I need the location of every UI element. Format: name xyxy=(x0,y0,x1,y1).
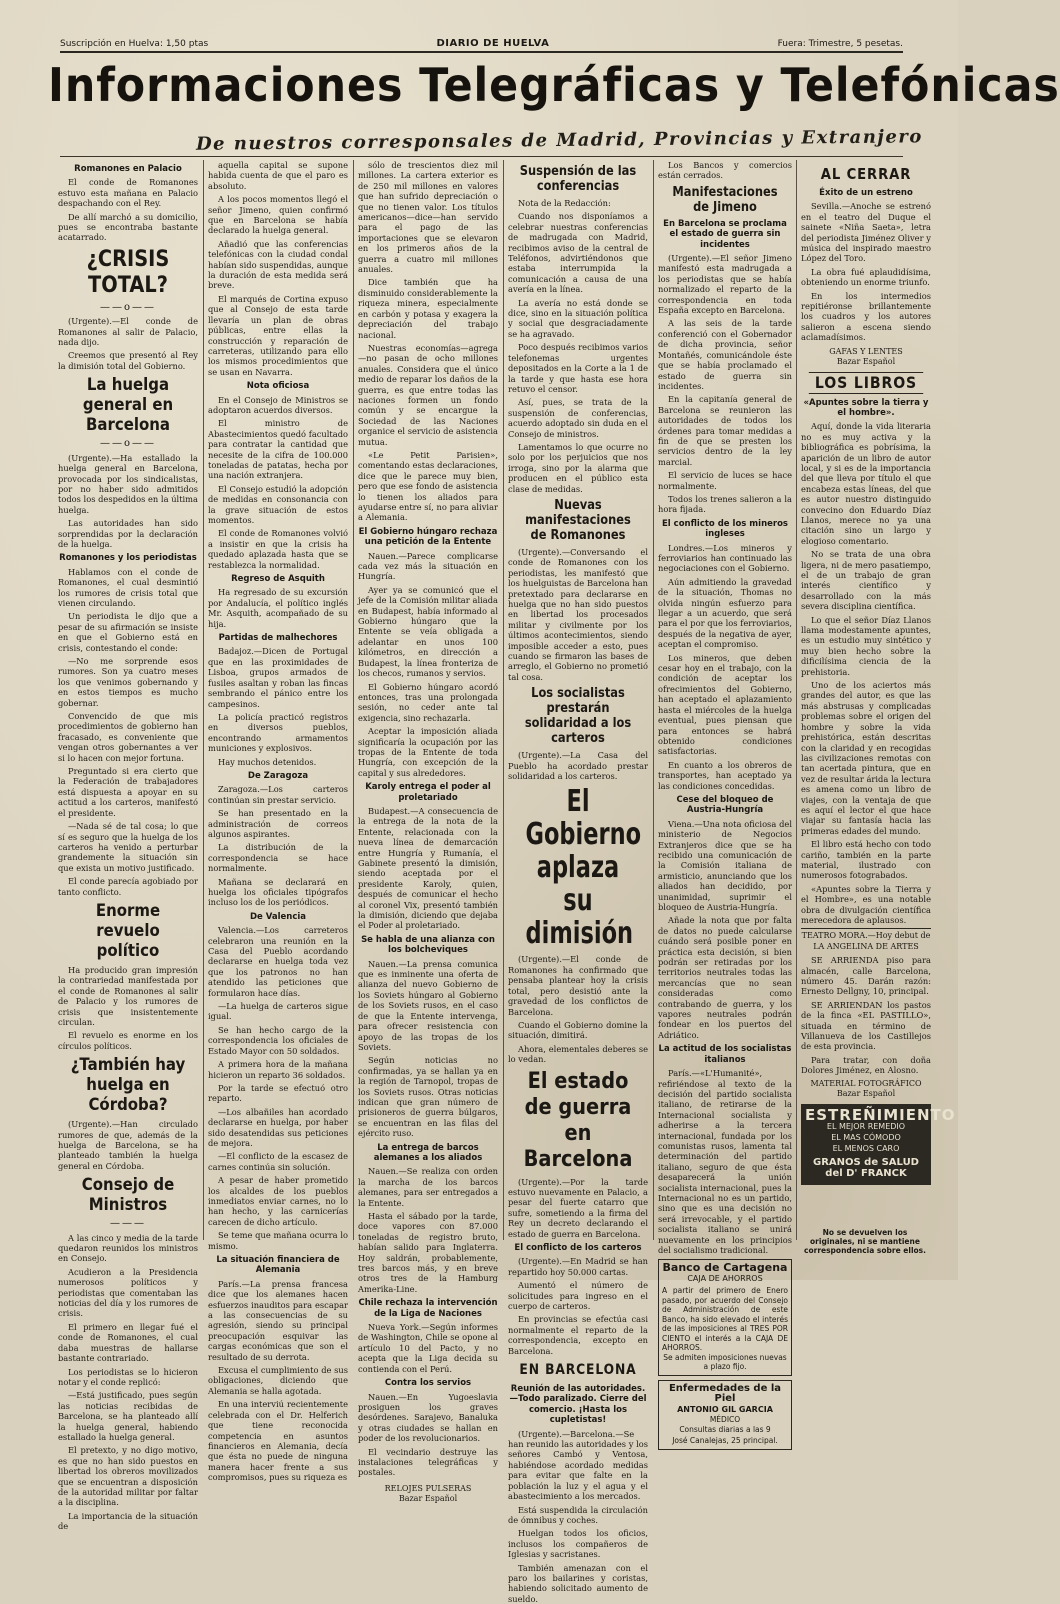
heading: Romanones en Palacio xyxy=(74,164,182,174)
paragraph: Nueva York.—Según informes de Washington, Chile se opone al artículo 10 del Pacto, y no acepta que la Liga decida su contienda con el Perú. xyxy=(358,1322,498,1374)
ad-title: RELOJES PULSERAS xyxy=(384,1483,472,1493)
paragraph: (Urgente).—Barcelona.—Se han reunido las autoridades y los señores Cambó y Ventosa, habiéndose acordado medidas para evitar que falte en la población la luz y el agua y el abastecimiento a los mercados. xyxy=(508,1428,648,1502)
paragraph: (Urgente).—En Madrid se han repartido hoy 50.000 cartas. xyxy=(508,1256,648,1277)
column-4 xyxy=(508,160,648,1604)
paragraph: Cuando nos disponíamos a celebrar nuestras conferencias de madrugada con Madrid, recibimos aviso de la central de Teléfonos, advirtiéndonos que estaba interrumpida la comunicación a causa de una avería en la línea. xyxy=(508,211,648,295)
paragraph: Ahora, elementales deberes se lo vedan. xyxy=(508,1043,648,1065)
heading: De Zaragoza xyxy=(247,770,309,781)
heading: La situación financiera de Alemania xyxy=(216,1255,340,1276)
paragraph: Poco después recibimos varios telefonemas urgentes depositados en la Corte a la 1 de la tarde y que hasta ese hora retuvo el censor. xyxy=(508,342,648,394)
paragraph: Cuando el Gobierno domine la situación, dimitirá. xyxy=(508,1019,648,1041)
headline-libros: LOS LIBROS xyxy=(809,372,923,394)
heading: En Barcelona se proclama el estado de guerra sin incidentes xyxy=(663,218,787,250)
paragraph: París.—La prensa francesa dice que los alemanes hacen esfuerzos inauditos para escapar a las consecuencias de su agresión, siendo su principal preocupación esquivar las cargas económicas que son el resultado de su derrota. xyxy=(208,1278,348,1362)
masthead-line xyxy=(60,38,903,53)
ad-foto xyxy=(801,1079,931,1100)
footer-note: No se devuelven los originales, ni se mantiene correspondencia sobre ellos. xyxy=(804,1228,926,1255)
paragraph: (Urgente).—Han circulado rumores de que, además de la huelga de Barcelona, se ha planteado también la huelga general en Córdoba. xyxy=(58,1119,198,1171)
paragraph: (Urgente).—El conde de Romanones al salir de Palacio, nada dijo. xyxy=(58,316,198,348)
paragraph: Lamentamos lo que ocurre no solo por los perjuicios que nos irroga, sino por la alarma que producen en el público esta clase de medidas. xyxy=(508,441,648,494)
column-6 xyxy=(801,160,956,1240)
paragraph: En la capitanía general de Barcelona se reunieron las autoridades de todos los órdenes para tomar medidas a fin de que se presten los servicios dentro de la ley marcial. xyxy=(658,394,792,467)
paragraph: (Urgente).—El señor Jimeno manifestó esta madrugada a los periodistas que se había normalizado el reparto de la correspondencia en toda España excepto en Barcelona. xyxy=(658,253,792,316)
ad-estrenimiento xyxy=(801,1104,956,1185)
paragraph: Dice también que ha disminuido considerablemente la riqueza minera, especialmente en carbón y potasa y exagera la depreciación del trabajo nacional. xyxy=(358,277,498,340)
paragraph: (Urgente).—La Casa del Pueblo ha acordado prestar solidaridad a los carteros. xyxy=(508,750,648,782)
heading: «Apuntes sobre la tierra y el hombre». xyxy=(803,397,929,418)
paragraph: De allí marchó a su domicilio, pues se encontraba bastante acatarrado. xyxy=(58,211,198,243)
doctor-address: José Canalejas, 25 principal. xyxy=(672,1435,778,1445)
headline-al-cerrar: AL CERRAR xyxy=(820,165,912,183)
ad-banco xyxy=(658,1259,792,1375)
paragraph: Nauen.—Parece complicarse cada vez más la situación en Hungría. xyxy=(358,550,498,582)
ornament: ——o—— xyxy=(99,301,157,313)
paragraph: Budapest.—A consecuencia de la entrega de la nota de la Entente, relacionada con la nueva línea de demarcación entre Hungría y Rumanía, el Gabinete presentó la dimisión, siendo aceptada por el presidente Karoly, quien, después de comunicar el hecho al coronel Vix, presentó también la dimisión, diciendo que dejaba el Poder al proletariado. xyxy=(358,805,498,931)
ad-subtitle: CAJA DE AHORROS xyxy=(687,1273,763,1283)
heading: Karoly entrega el poder al proletariado xyxy=(365,782,491,803)
paragraph: Los Bancos y comercios están cerrados. xyxy=(658,160,792,181)
paragraph: A las cinco y media de la tarde quedaron reunidos los ministros en Consejo. xyxy=(58,1232,198,1264)
paragraph: Acudieron a la Presidencia numerosos políticos y periodistas que comentaban las noticias del día y los rumores de crisis. xyxy=(58,1266,198,1319)
headline-nuevas: Nuevas manifestaciones de Romanones xyxy=(525,497,631,543)
paragraph: Uno de los aciertos más grandes del autor, es que las más abstrusas y complicadas problemas sobre el origen del hombre y sobre la vida prehistórica, están descritas con la claridad y en recogidas las civilizaciones remotas con tan acertada pintura, que en vez de resultar árida la lectura es amena como un libro de viajes, con la ventaja de que es aquí el lector el que hace viajar su fantasía hacia las primeras edades del mundo. xyxy=(801,680,931,836)
paragraph: Nuestras economías—agrega—no pasan de ocho millones anuales. Considera que el único medio de reparar los daños de la guerra, es que entre todas las naciones formen un fondo común y se encargue la Sociedad de las Naciones organice el servicio de asistencia mutua. xyxy=(358,342,498,447)
paragraph: El marqués de Cortina expuso que al Consejo de esta tarde llevaría un plan de obras públicas, entre ellas la construcción y reparación de carreteras, utilizando para ello los mismos procedimientos que se usan en Navarra. xyxy=(208,293,348,377)
ad-title: Enfermedades de la Piel xyxy=(668,1382,782,1405)
paragraph: El ministro de Abastecimientos quedó facultado para contratar la cantidad que necesite de la cifra de 100.000 toneladas de patatas, hecha por una nación extranjera. xyxy=(208,418,348,481)
paragraph: El conde parecía agobiado por tanto conflicto. xyxy=(58,876,198,897)
column-3 xyxy=(358,160,498,1504)
paragraph: A los pocos momentos llegó el señor Jimeno, quien confirmó que en Barcelona se había declarado la huelga general. xyxy=(208,194,348,236)
heading: Partidas de malhechores xyxy=(218,633,338,644)
ad-line: EL MAS CÓMODO xyxy=(831,1132,901,1142)
paragraph: La importancia de la situación de xyxy=(58,1510,198,1532)
paragraph: Ha regresado de su excursión por Andalucía, el político inglés Mr. Asquith, acompañado de su hija. xyxy=(208,587,348,629)
paragraph: Huelgan todos los oficios, inclusos los compañeros de Iglesias y sacristanes. xyxy=(508,1528,648,1560)
paragraph: Según noticias no confirmadas, ya se hallan ya en la región de Tarnopol, tropas de los Soviets rusos. Otras noticias indican que gran número de prisioneros de guerra búlgaros, se encuentran en las filas del ejército ruso. xyxy=(358,1055,498,1139)
headline-barcelona: EN BARCELONA xyxy=(519,1362,637,1379)
paragraph: aquella capital se supone habida cuenta de que el paro es absoluto. xyxy=(208,160,348,191)
paragraph: Aún admitiendo la gravedad de la situación, Thomas no olvida ningún esfuerzo para llegar a un acuerdo, que será para el por que los ferroviarios, después de la negativa de ayer, aceptan el compromiso. xyxy=(658,576,792,650)
paragraph: Badajoz.—Dicen de Portugal que en las proximidades de Lisboa, grupos armados de fusiles asaltan y roban las fincas sembrando el pánico entre los campesinos. xyxy=(208,646,348,709)
heading: Se habla de una alianza con los bolcheviques xyxy=(361,934,495,956)
paragraph: El revuelo es enorme en los círculos políticos. xyxy=(58,1030,198,1051)
ad-line: EL MEJOR REMEDIO xyxy=(826,1121,906,1131)
paragraph: (Urgente).—Por la tarde estuvo nuevamente en Palacio, a pesar del fuerte catarro que sufre, sometiendo a la firma del Rey un decreto declarando el estado de guerra en Barcelona. xyxy=(508,1176,648,1239)
column-5 xyxy=(658,160,792,1445)
paragraph: La policía practicó registros en diversos pueblos, encontrando armamentos municiones y explosivos. xyxy=(208,711,348,754)
paragraph: «Apuntes sobre la Tierra y el Hombre», es una notable obra de divulgación científica merecedora de aplausos. xyxy=(801,883,931,925)
ad-title: Banco de Cartagena xyxy=(662,1261,788,1275)
paragraph: Así, pues, se trata de la suspensión de conferencias, acuerdo adoptado sin duda en el Consejo de ministros. xyxy=(508,397,648,439)
paragraph: En provincias se efectúa casi normalmente el reparto de la correspondencia, excepto en Barcelona. xyxy=(508,1314,648,1356)
paragraph: —No me sorprende esos rumores. Son ya cuatro meses los que venimos gobernando y en estos tiempos es mucho gobernar. xyxy=(58,656,198,708)
page-title: Informaciones Telegráficas y Telefónicas xyxy=(48,58,1060,112)
ad-title: ESTREÑIMIENTO xyxy=(805,1105,956,1124)
paragraph: sólo de trescientos diez mil millones. La cartera exterior es de 250 mil millones en valores que han sufrido depreciación o que no tienen valor. Los títulos americanos—dice—han servido para el pago de las importaciones que se elevaron en los primeros años de la guerra a cuatro mil millones anuales. xyxy=(358,160,498,275)
paragraph: Nota de la Redacción: xyxy=(518,198,611,208)
doctor-title: MÉDICO xyxy=(709,1414,741,1424)
headline-crisis: ¿CRISIS TOTAL? xyxy=(86,246,170,298)
header-rule xyxy=(60,156,903,157)
paragraph: Un periodista le dijo que a pesar de su afirmación se insiste en que el Gobierno está en crisis, contestando el conde: xyxy=(58,611,198,653)
paragraph: La distribución de la correspondencia se hace normalmente. xyxy=(208,842,348,874)
paragraph: También amenazan con el paro los bailarines y coristas, habiendo solicitado aumento de sueldo. xyxy=(508,1562,648,1604)
heading: El Gobierno húngaro rechaza una petición de la Entente xyxy=(358,526,498,548)
paragraph: (Urgente).—Conversando el conde de Romanones con los periodistas, les manifestó que los huelguistas de Barcelona han pretextado para declararse en huelga que no han sido puestos en libertad los procesados militar y civilmente por los últimos acontecimientos, siendo imposible acceder a esto, pues cuando se firmaron las bases de arreglo, el Gobierno no prometió tal cosa. xyxy=(508,546,648,682)
paragraph: Aceptar la imposición aliada significaría la ocupación por las tropas de la Entente de toda Hungría, con excepción de la capital y sus alrededores. xyxy=(358,726,498,778)
headline-cordoba: ¿También hay huelga en Córdoba? xyxy=(70,1055,186,1116)
paragraph: El libro está hecho con todo cariño, también en la parte material, ilustrado con numerosos fotograbados. xyxy=(801,839,931,881)
paragraph: Creemos que presentó al Rey la dimisión total del Gobierno. xyxy=(58,350,198,371)
paragraph: Viena.—Una nota oficiosa del ministerio de Negocios Extranjeros dice que se ha recibido una comunicación de la Comisión italiana de armisticio, anunciando que los aliados han decidido, por unanimidad, suprimir el bloqueo de Austria-Hungría. xyxy=(658,818,792,912)
paragraph: «Le Petit Parisien», comentando estas declaraciones, dice que le parece muy bien, pero que ese fondo de asistencia lo tienen los aliados para ayudarse entre sí, no para aliviar a Alemania. xyxy=(358,449,498,523)
paragraph: (Urgente).—Ha estallado la huelga general en Barcelona, provocada por los sindicalistas, por no haber sido admitidos todos los despedidos en la última huelga. xyxy=(58,452,198,515)
paragraph: Zaragoza.—Los carteros continúan sin prestar servicio. xyxy=(208,784,348,805)
paragraph: Sevilla.—Anoche se estrenó en el teatro del Duque el sainete «Niña Saeta», letra del periodista Jiménez Oliver y música del inspirado maestro López del Toro. xyxy=(801,201,931,264)
ad-title: GAFAS Y LENTES xyxy=(829,346,903,356)
paragraph: La obra fué aplaudidísima, obteniendo un enorme triunfo. xyxy=(801,266,931,288)
column-divider xyxy=(796,160,797,1240)
heading: El conflicto de los carteros xyxy=(514,1242,642,1253)
paragraph: Añade la nota que por falta de datos no puede calcularse cuándo será posible poner en práctica esta decisión, si bien podrán ser retiradas por los territorios neutrales todas las mercancías que no sean consideradas como contrabando de guerra, y los vapores neutrales podrán fondear en los puertos del Adriático. xyxy=(658,915,792,1040)
ad-subtitle: Bazar Español xyxy=(836,1089,896,1099)
paragraph: Hablamos con el conde de Romanones, el cual desmintió los rumores de crisis total que vienen circulando. xyxy=(58,566,198,608)
paragraph: Mañana se declarará en huelga los oficiales tipógrafos incluso los de los periódicos. xyxy=(208,876,348,908)
paragraph: El Gobierno húngaro acordó entonces, tras una prolongada sesión, no ceder ante tal exigencia, sino rechazarla. xyxy=(358,681,498,723)
heading: Chile rechaza la intervención de la Liga de Naciones xyxy=(358,1298,498,1319)
paragraph: —Nada sé de tal cosa; lo que sí es seguro que la huelga de los carteros ha venido a perturbar grandemente la situación sin que exista un motivo justificado. xyxy=(58,821,198,873)
headline-revuelo: Enorme revuelo político xyxy=(95,900,161,961)
paragraph: París.—«L'Humanité», refiriéndose al texto de la decisión del partido socialista italiano, de retirarse de la Internacional socialista y adherirse a la tercera internacional, fundada por los comunistas rusos, lamenta tal determinación del partido italiano, seguro de que ésta desaparecerá la unión socialista internacional, pues la Internacional no es un partido, sino que es una decisión no será irrevocable, y el partido socialista italiano se unirá nuevamente en los principios del socialismo tradicional. xyxy=(658,1068,792,1255)
heading: Regreso de Asquith xyxy=(231,574,325,585)
paragraph: Se han presentado en la administración de correos algunos aspirantes. xyxy=(208,808,348,839)
ad-doctor xyxy=(658,1380,792,1450)
heading: Reunión de las autoridades.—Todo paralizado. Cierre del comercio. ¡Hasta los cupletistas! xyxy=(509,1384,647,1426)
paragraph: Añadió que las conferencias telefónicas con la ciudad condal habían sido suspendidas, aunque la duración de esta medida será breve. xyxy=(208,238,348,291)
subscription-local: Suscripción en Huelva: 1,50 ptas xyxy=(60,39,209,49)
paragraph: SE ARRIENDAN los pastos de la finca «EL PASTILLO», situada en término de Villanueva de los Castillejos de esta provincia. xyxy=(801,999,931,1052)
doctor-name: ANTONIO GIL GARCIA xyxy=(677,1404,773,1414)
paragraph: Aquí, donde la vida literaria no es muy activa y la bibliográfica es pobrísima, la aparición de un libro de autor local, y si es de la importancia del que lleva por título el que encabeza estas líneas, del que es autor nuestro distinguido convecino don Eduardo Díaz Llanos, merece no ya una citación sino un largo y elogioso comentario. xyxy=(801,421,931,546)
paragraph: Aumentó el número de solicitudes para ingreso en el cuerpo de carteros. xyxy=(508,1280,648,1311)
column-1 xyxy=(58,160,198,1532)
column-divider xyxy=(653,160,654,1240)
ad-relojes xyxy=(358,1484,498,1505)
paragraph: A pesar de haber prometido los alcaldes de los pueblos inmediatos enviar carnes, no lo han hecho, y las carnicerías carecen de dicho artículo. xyxy=(208,1175,348,1227)
page-subtitle: De nuestros corresponsales de Madrid, Provincias y Extranjero xyxy=(195,126,923,155)
ad-body: Se admiten imposiciones nuevas a plazo fijo. xyxy=(663,1352,787,1372)
paragraph: Preguntado si era cierto que la Federación de trabajadores está dispuesta a apoyar en su actitud a los carteros, manifestó el presidente. xyxy=(58,766,198,818)
headline-aplaza: El Gobierno aplaza su dimisión xyxy=(525,784,642,952)
paragraph: A las seis de la tarde conferenció con el Gobernador de dicha provincia, señor Montañés, comunicándole éste que se había proclamado el estado de guerra sin incidentes. xyxy=(658,318,792,391)
paragraph: Ha producido gran impresión la contrariedad manifestada por el conde de Romanones al salir de Palacio y los rumores de crisis que insistentemente circulan. xyxy=(58,964,198,1027)
heading: Cese del bloqueo de Austria-Hungría xyxy=(676,794,774,816)
heading: La entrega de barcos alemanes a los aliados xyxy=(373,1142,483,1163)
consult-hours: Consultas diarias a las 9 xyxy=(679,1425,771,1435)
headline-huelga: La huelga general en Barcelona xyxy=(82,375,174,436)
heading: Nota oficiosa xyxy=(246,381,310,392)
paragraph: Hasta el sábado por la tarde, doce vapores con 87.000 toneladas de registro bruto, habían salido para Inglaterra. Hoy saldrán, probablemente, tres barcos más, y en breve otros tres de la Hamburg Amerika-Line. xyxy=(358,1211,498,1294)
paragraph: Los periodistas se lo hicieron notar y el conde replicó: xyxy=(58,1366,198,1387)
paragraph: El Consejo estudió la adopción de medidas en consonancia con la grave situación de estos momentos. xyxy=(208,483,348,525)
heading: El conflicto de los mineros ingleses xyxy=(662,518,788,540)
ad-body: A partir del primero de Enero pasado, por acuerdo del Consejo de Administración de este Banco, ha sido elevado el interés de las imposiciones al TRES POR CIENTO el interés a la CAJA DE AHORROS. xyxy=(662,1286,788,1353)
paragraph: (Urgente).—El conde de Romanones ha confirmado que pensaba plantear hoy la crisis total, pero desistió ante la gravedad de los conflictos de Barcelona. xyxy=(508,954,648,1017)
column-divider xyxy=(353,160,354,1240)
paragraph: Las autoridades han sido sorprendidas por la declaración de la huelga. xyxy=(58,518,198,549)
paragraph: En los intermedios repitiéronse brillantemente los cuadros y los autores salieron a escena siendo aclamadísimos. xyxy=(801,290,931,343)
headline-socialistas: Los socialistas prestarán solidaridad a los carteros xyxy=(524,686,632,747)
column-2 xyxy=(208,160,348,1483)
paragraph: La avería no está donde se dice, sino en la situación política y social que desgraciadamente se ha agravado. xyxy=(508,297,648,339)
heading: Contra los servios xyxy=(384,1378,472,1389)
column-divider xyxy=(503,160,504,1240)
paragraph: Nauen.—En Yugoeslavia prosiguen los graves desórdenes. Sarajevo, Banaluka y otras ciudades se hallan en poder de los revolucionarios. xyxy=(358,1391,498,1444)
paragraph: Hay muchos detenidos. xyxy=(218,756,317,767)
paragraph: —El conflicto de la escasez de carnes continúa sin solución. xyxy=(208,1151,348,1172)
ornament: ——— xyxy=(110,1218,146,1230)
paragraph: El servicio de luces se hace normalmente. xyxy=(658,470,792,491)
ad-brand: GRANOS de SALUD del D' FRANCK xyxy=(812,1156,919,1179)
paragraph: Para tratar, con doña Dolores Jiménez, en Alosno. xyxy=(801,1054,931,1076)
paragraph: El primero en llegar fué el conde de Romanones, el cual daba muestras de hallarse bastante contrariado. xyxy=(58,1321,198,1364)
column-divider xyxy=(203,160,204,1240)
heading: Romanones y los periodistas xyxy=(59,553,197,564)
paragraph: Convencido de que mis procedimientos de gobierno han fracasado, es conveniente que vengan otros gobernantes a ver si lo hacen con mejor fortuna. xyxy=(58,711,198,763)
paragraph: En el Consejo de Ministros se adoptaron acuerdos diversos. xyxy=(208,394,348,415)
paragraph: Lo que el señor Díaz Llanos llama modestamente apuntes, es un estudio muy sintético y muy bien hecho sobre la dificilísima ciencia de la prehistoria. xyxy=(801,614,931,677)
headline-guerra: El estado de guerra en Barcelona xyxy=(523,1068,633,1172)
paragraph: En cuanto a los obreros de transportes, han aceptado ya las condiciones concedidas. xyxy=(658,759,792,791)
paragraph: A primera hora de la mañana hicieron un reparto 36 soldados. xyxy=(208,1059,348,1080)
ad-subtitle: Bazar Español xyxy=(398,1494,458,1504)
ornament: ——o—— xyxy=(99,438,157,450)
heading: Éxito de un estreno xyxy=(819,188,913,198)
paragraph: Se teme que mañana ocurra lo mismo. xyxy=(208,1230,348,1251)
newspaper-name: DIARIO DE HUELVA xyxy=(436,38,550,49)
paragraph: Nauen.—Se realiza con orden la marcha de los barcos alemanes, para ser entregados a la Entente. xyxy=(358,1166,498,1208)
paragraph: Por la tarde se efectuó otro reparto. xyxy=(208,1082,348,1104)
paragraph: No se trata de una obra ligera, ni de mero pasatiempo, el de un trabajo de gran interés científico y desarrollado con la más severa disciplina científica. xyxy=(801,549,931,612)
paragraph: Se han hecho cargo de la correspondencia los oficiales de Estado Mayor con 50 soldados. xyxy=(208,1024,348,1056)
paragraph: El conde de Romanones estuvo esta mañana en Palacio despachando con el Rey. xyxy=(58,177,198,209)
paragraph: Está suspendida la circulación de ómnibus y coches. xyxy=(508,1504,648,1525)
paragraph: El conde de Romanones volvió a insistir en que la crisis ha quedado aplazada hasta que se restablezca la normalidad. xyxy=(208,528,348,570)
subscription-outside: Fuera: Trimestre, 5 pesetas. xyxy=(777,39,903,49)
paragraph: —Los albañiles han acordado declararse en huelga, por haber sido desatendidas sus peticiones de mejora. xyxy=(208,1106,348,1148)
paragraph: Ayer ya se comunicó que el jefe de la Comisión militar aliada en Budapest, había informado al Gobierno húngaro que la Entente se veía obligada a adelantar en unos 100 kilómetros, en dirección a Budapest, la línea fronteriza de los checos, rumanos y servios. xyxy=(358,584,498,679)
paragraph: Excusa el cumplimiento de sus obligaciones, diciendo que Alemania se halla agotada. xyxy=(208,1365,348,1396)
ad-gafas xyxy=(801,347,931,368)
paragraph: Valencia.—Los carreteros celebraron una reunión en la Casa del Pueblo acordando declararse en huelga toda vez que los patronos no han atendido las peticiones que formularon hace días. xyxy=(208,925,348,998)
headline-jimeno: Manifestaciones de Jimeno xyxy=(672,184,778,215)
paragraph: —Está justificado, pues según las noticias recibidas de Barcelona, se ha planteado allí la huelga general, habiendo estallado la huelga general. xyxy=(58,1390,198,1442)
ad-teatro: TEATRO MORA.—Hoy debut de LA ANGELINA DE ARTES xyxy=(801,928,931,952)
paragraph: El pretexto, y no digo motivo, es que no han sido puestos en libertad los obreros movilizados que se encuentran a disposición de la autoridad militar por faltar a la disciplina. xyxy=(58,1445,198,1508)
paragraph: SE ARRIENDA piso para almacén, calle Barcelona, número 45. Darán razón: Ernesto Dellgny, 10, principal. xyxy=(801,955,931,997)
paragraph: Nauen.—La prensa comunica que es inminente una oferta de alianza del nuevo Gobierno de los Soviets húngaro al Gobierno de los Soviets rusos, en el caso de que la Entente intervenga, para ofrecer resistencia con apoyo de las tropas de los Soviets. xyxy=(358,958,498,1052)
paragraph: En una interviú recientemente celebrada con el Dr. Helferich que tiene reconocida competencia en asuntos financieros en Alemania, decía que ésta no puede de ninguna manera hacer frente a sus compromisos, pues su riqueza es xyxy=(208,1399,348,1483)
paragraph: El vecindario destruye las instalaciones telegráficas y postales. xyxy=(358,1446,498,1478)
paragraph: Los mineros, que deben cesar hoy en el trabajo, con la condición de aceptar los ofrecimientos del Gobierno, han aceptado el aplazamiento hasta el miércoles de la huelga eventual, pues piensan que para entonces se habrá obtenido condiciones satisfactorias. xyxy=(658,652,792,757)
paragraph: —La huelga de carteros sigue igual. xyxy=(208,1001,348,1022)
headline-consejo: Consejo de Ministros xyxy=(81,1175,175,1216)
ad-subtitle: Bazar Español xyxy=(836,357,896,367)
ad-title: MATERIAL FOTOGRÁFICO xyxy=(810,1078,922,1088)
headline-suspension: Suspensión de las conferencias xyxy=(519,164,637,194)
heading: La actitud de los socialistas italianos xyxy=(658,1044,792,1065)
paragraph: Londres.—Los mineros y ferroviarios han continuado las negociaciones con el Gobierno. xyxy=(658,542,792,574)
paragraph: Todos los trenes salieron a la hora fijada. xyxy=(658,493,792,515)
heading: De Valencia xyxy=(249,911,307,922)
ad-line: EL MENOS CARO xyxy=(832,1143,900,1153)
